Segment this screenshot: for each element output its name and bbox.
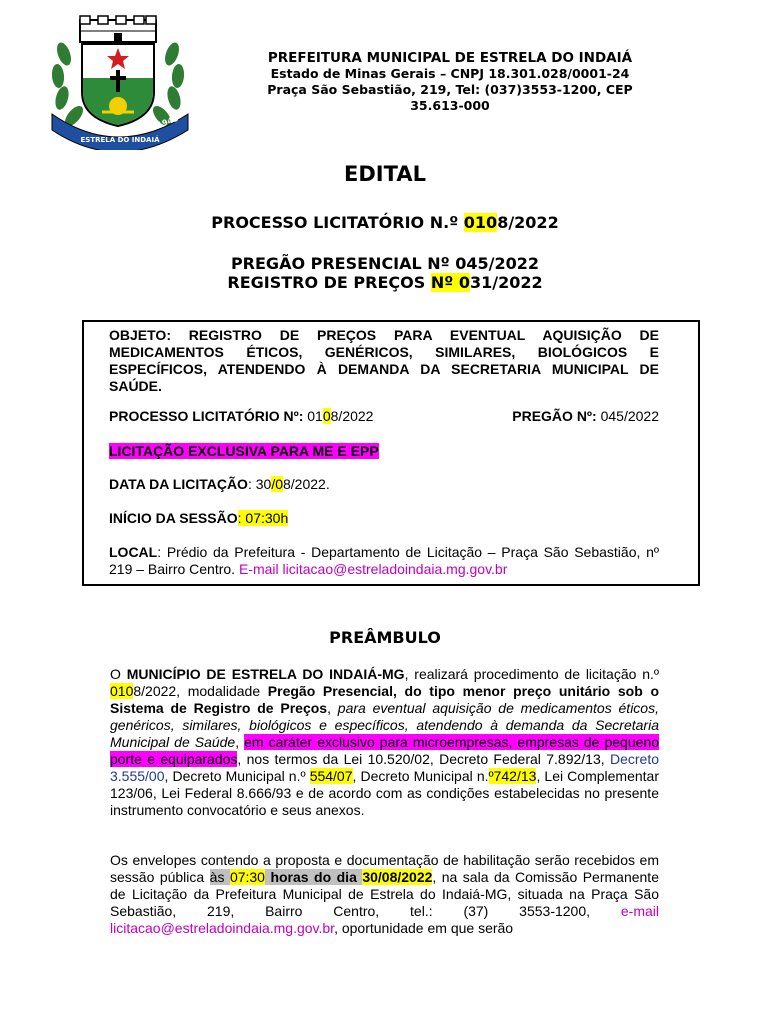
preambulo-paragraph-2 <box>110 852 659 937</box>
box-processo-a: 01 <box>303 408 323 424</box>
inicio-sessao-label: INÍCIO DA SESSÃO <box>109 510 238 526</box>
local-email-link[interactable]: E-mail licitacao@estreladoindaia.mg.gov.br <box>238 561 508 577</box>
preambulo-paragraph-1 <box>110 666 659 819</box>
p1-text-2: , realizará procedimento de licitação n.º <box>404 666 660 682</box>
processo-highlight: 010 <box>463 213 498 232</box>
data-licitacao-b: 8/2022. <box>283 476 330 492</box>
processo-heading <box>0 213 770 232</box>
data-licitacao-line <box>109 476 659 493</box>
crest-left-number: 27-12 <box>75 119 103 137</box>
processo-pregao-row <box>109 408 659 425</box>
letterhead <box>200 50 700 114</box>
p1-text-3: 8/2022, modalidade <box>133 683 268 699</box>
objeto-text: : REGISTRO DE PREÇOS PARA EVENTUAL AQUISIÇÃO DE MEDICAMENTOS ÉTICOS, GENÉRICOS, SIMILARES, BIOLÓGICOS E ESPECÍFICOS, ATENDENDO À DEMANDA DA SECRETARIA MUNICIPAL DE SAÚDE. <box>109 327 659 394</box>
box-processo-b: 8/2022 <box>330 408 374 424</box>
pregao-heading: PREGÃO PRESENCIAL Nº 045/2022 <box>230 254 540 273</box>
box-processo-highlight: 0 <box>322 408 331 424</box>
p2-text-3: , oportunidade em que serão <box>334 920 514 936</box>
local-label: LOCAL <box>109 544 158 560</box>
local-block <box>109 544 659 578</box>
exclusiva-label: LICITAÇÃO EXCLUSIVA PARA ME E EPP <box>109 443 379 459</box>
registro-heading <box>0 273 770 292</box>
inicio-sessao-value: : 07:30h <box>237 510 289 526</box>
processo-suffix: 8/2022 <box>497 213 559 232</box>
data-licitacao-label: DATA DA LICITAÇÃO <box>109 476 248 492</box>
exclusiva-line <box>109 443 659 460</box>
p1-highlight-2: 554/07 <box>309 768 353 784</box>
p2-gray-1: às <box>209 869 230 885</box>
box-pregao <box>512 408 659 425</box>
p2-text-2: , na sala da Comissão Permanente de Licitação da Prefeitura Municipal de Estrela do Indaiá-MG, situada na Praça São Sebastião, 219, Bairro Centro, tel.: (37) 3553-1200, <box>110 869 659 919</box>
box-pregao-label: PREGÃO Nº: <box>512 408 597 424</box>
p1-highlight-3: º742/13 <box>488 768 537 784</box>
p1-municipio: MUNICÍPIO DE ESTRELA DO INDAIÁ-MG <box>126 666 405 682</box>
municipal-crest-logo <box>46 14 194 150</box>
p2-highlight-time: 07:30 <box>229 869 265 885</box>
box-processo <box>109 408 373 424</box>
processo-prefix: PROCESSO LICITATÓRIO N.º <box>211 213 464 232</box>
crest-shield <box>82 44 154 126</box>
letterhead-address: Praça São Sebastião, 219, Tel: (037)3553-1200, CEP <box>267 82 633 97</box>
registro-prefix: REGISTRO DE PREÇOS <box>227 273 431 292</box>
p1-text-7: , Decreto Municipal n.º <box>164 768 310 784</box>
p2-gray-2: horas do dia <box>264 869 363 885</box>
p2-email-link[interactable]: e-mail licitacao@estreladoindaia.mg.gov.br <box>110 903 659 936</box>
p1-exclusivo-highlight: em caráter exclusivo para microempresas, empresas de pequeno porte e equiparados <box>110 734 659 767</box>
p1-text-5: , <box>235 734 245 750</box>
crest-right-year: 1943 <box>155 113 180 130</box>
objeto-block <box>109 327 659 395</box>
p1-text-8: , Decreto Municipal n. <box>352 768 489 784</box>
inicio-sessao-line <box>109 510 659 527</box>
p1-highlight-1: 010 <box>110 683 134 699</box>
p1-decreto-link[interactable]: Decreto 3.555/00 <box>110 751 659 784</box>
letterhead-state-cnpj: Estado de Minas Gerais – CNPJ 18.301.028/0001-24 <box>270 66 630 81</box>
box-processo-label: PROCESSO LICITATÓRIO Nº: <box>109 408 304 424</box>
p1-text-6: , nos termos da Lei 10.520/02, Decreto Federal 7.892/13, <box>237 751 610 767</box>
objeto-label: OBJETO <box>109 327 167 343</box>
crest-crown <box>80 16 156 42</box>
crest-band-text: ESTRELA DO INDAIÁ <box>80 136 160 144</box>
p1-modalidade: Pregão Presencial, do tipo menor preço unitário sob o Sistema de Registro de Preços <box>110 683 659 716</box>
data-licitacao-highlight: /0 <box>271 476 283 492</box>
p2-highlight-date: 30/08/2022 <box>362 869 433 885</box>
p2-text-1: Os envelopes contendo a proposta e documentação de habilitação serão recebidos em sessão pública <box>110 852 659 885</box>
registro-highlight: Nº 0 <box>430 273 470 292</box>
p1-text-1: O <box>110 666 127 682</box>
cross-icon <box>116 70 120 92</box>
document-title: EDITAL <box>344 162 426 186</box>
preambulo-heading: PREÂMBULO <box>329 628 441 647</box>
pregao-registro-heading <box>0 254 770 292</box>
letterhead-cep: 35.613-000 <box>410 98 490 113</box>
registro-suffix: 31/2022 <box>469 273 543 292</box>
letterhead-title: PREFEITURA MUNICIPAL DE ESTRELA DO INDAIÁ <box>267 50 633 66</box>
data-licitacao-a: : 30 <box>247 476 272 492</box>
local-text: : Prédio da Prefeitura - Departamento de Licitação – Praça São Sebastião, nº 219 – Bairro Centro. <box>109 544 659 577</box>
p1-text-4: , <box>327 700 338 716</box>
box-pregao-value: 045/2022 <box>596 408 659 424</box>
p1-text-9: , Lei Complementar 123/06, Lei Federal 8.666/93 e de acordo com as condições estabelecidas no presente instrumento convocatório e seus anexos. <box>110 768 659 818</box>
p1-objeto-italic: para eventual aquisição de medicamentos éticos, genéricos, similares, biológicos e específicos, atendendo à demanda da Secretaria Municipal de Saúde <box>110 700 659 750</box>
